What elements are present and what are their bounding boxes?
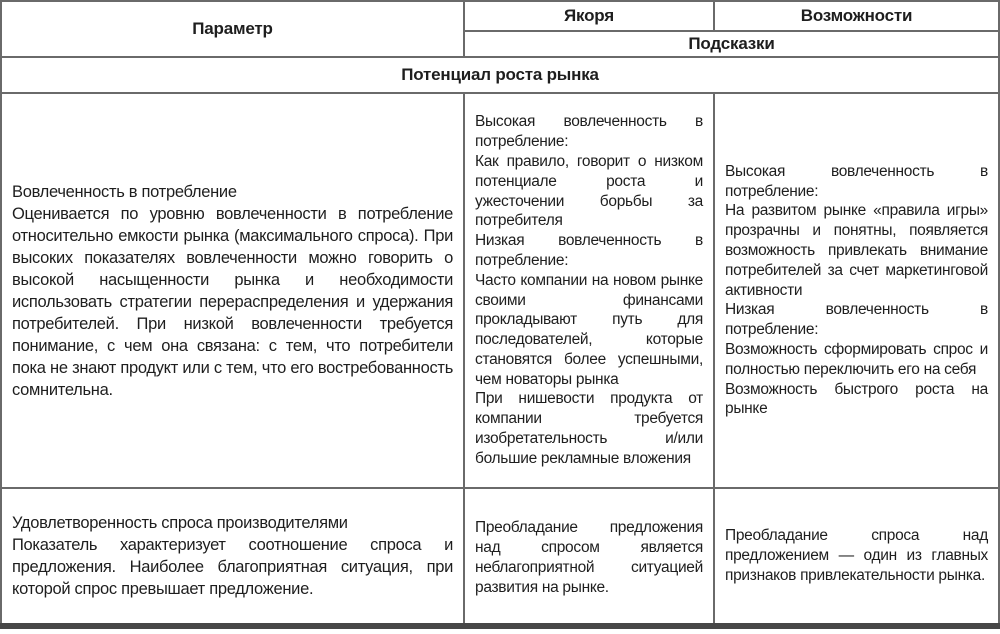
paragraph: При нишевости продукта от компании требуется изобретательность и/или большие рекламные вложения: [475, 390, 703, 467]
paragraph: Высокая вовлеченность в потребление:: [475, 113, 703, 151]
table-row-demand-satisfaction: [1, 488, 999, 626]
paragraph: Преобладание спроса над предложением — один из главных признаков привлекательности рынка.: [725, 527, 988, 584]
paragraph: Удовлетворенность спроса производителями: [12, 514, 348, 532]
paragraph: Показатель характеризует соотношение спроса и предложения. Наиболее благоприятная ситуация, при которой спрос превышает предложение.: [12, 536, 453, 598]
cell-opportunities-involvement: [714, 93, 999, 488]
header-row-top: [1, 1, 999, 31]
paragraph: Преобладание предложения над спросом является неблагоприятной ситуацией развития на рынке.: [475, 519, 703, 596]
header-cell-hints: Подсказки: [464, 31, 999, 57]
paragraph: Часто компании на новом рынке своими финансами прокладывают путь для последователей, которые становятся более успешными, чем новаторы рынка: [475, 271, 703, 388]
paragraph: Возможность сформировать спрос и полностью переключить его на себя: [725, 340, 988, 378]
paragraph: Как правило, говорит о низком потенциале роста и ужесточении борьбы за потребителя: [475, 152, 703, 230]
cell-anchors-demand-satisfaction: [464, 488, 714, 626]
header-cell-opportunities: Возможности: [714, 1, 999, 31]
header-cell-anchors: Якоря: [464, 1, 714, 31]
cell-param-involvement: [1, 93, 464, 488]
paragraph: Оценивается по уровню вовлеченности в потребление относительно емкости рынка (максимального спроса). При высоких показателях вовлеченности можно говорить о высокой насыщенности рынка и необходимости использовать стратегии перераспределения и удержания потребителей. При низкой вовлеченности требуется понимание, с чем она связана: с тем, что потребители пока не знают продукт или с тем, что его востребованность сомнительна.: [12, 204, 453, 399]
paragraph: Низкая вовлеченность в потребление:: [475, 232, 703, 269]
table-row-involvement: [1, 93, 999, 488]
section-title: Потенциал роста рынка: [1, 57, 999, 93]
cell-anchors-involvement: [464, 93, 714, 488]
header-cell-param: Параметр: [1, 1, 464, 57]
cell-opportunities-demand-satisfaction: [714, 488, 999, 626]
section-row: [1, 57, 999, 93]
paragraph: На развитом рынке «правила игры» прозрачны и понятны, появляется возможность привлекать внимание потребителей за счет маркетинговой активности: [725, 202, 988, 299]
paragraph: Высокая вовлеченность в потребление:: [725, 162, 988, 200]
paragraph: Возможность быстрого роста на рынке: [725, 380, 988, 418]
cell-param-demand-satisfaction: [1, 488, 464, 626]
paragraph: Низкая вовлеченность в потребление:: [725, 301, 988, 339]
paragraph: Вовлеченность в потребление: [12, 182, 237, 201]
